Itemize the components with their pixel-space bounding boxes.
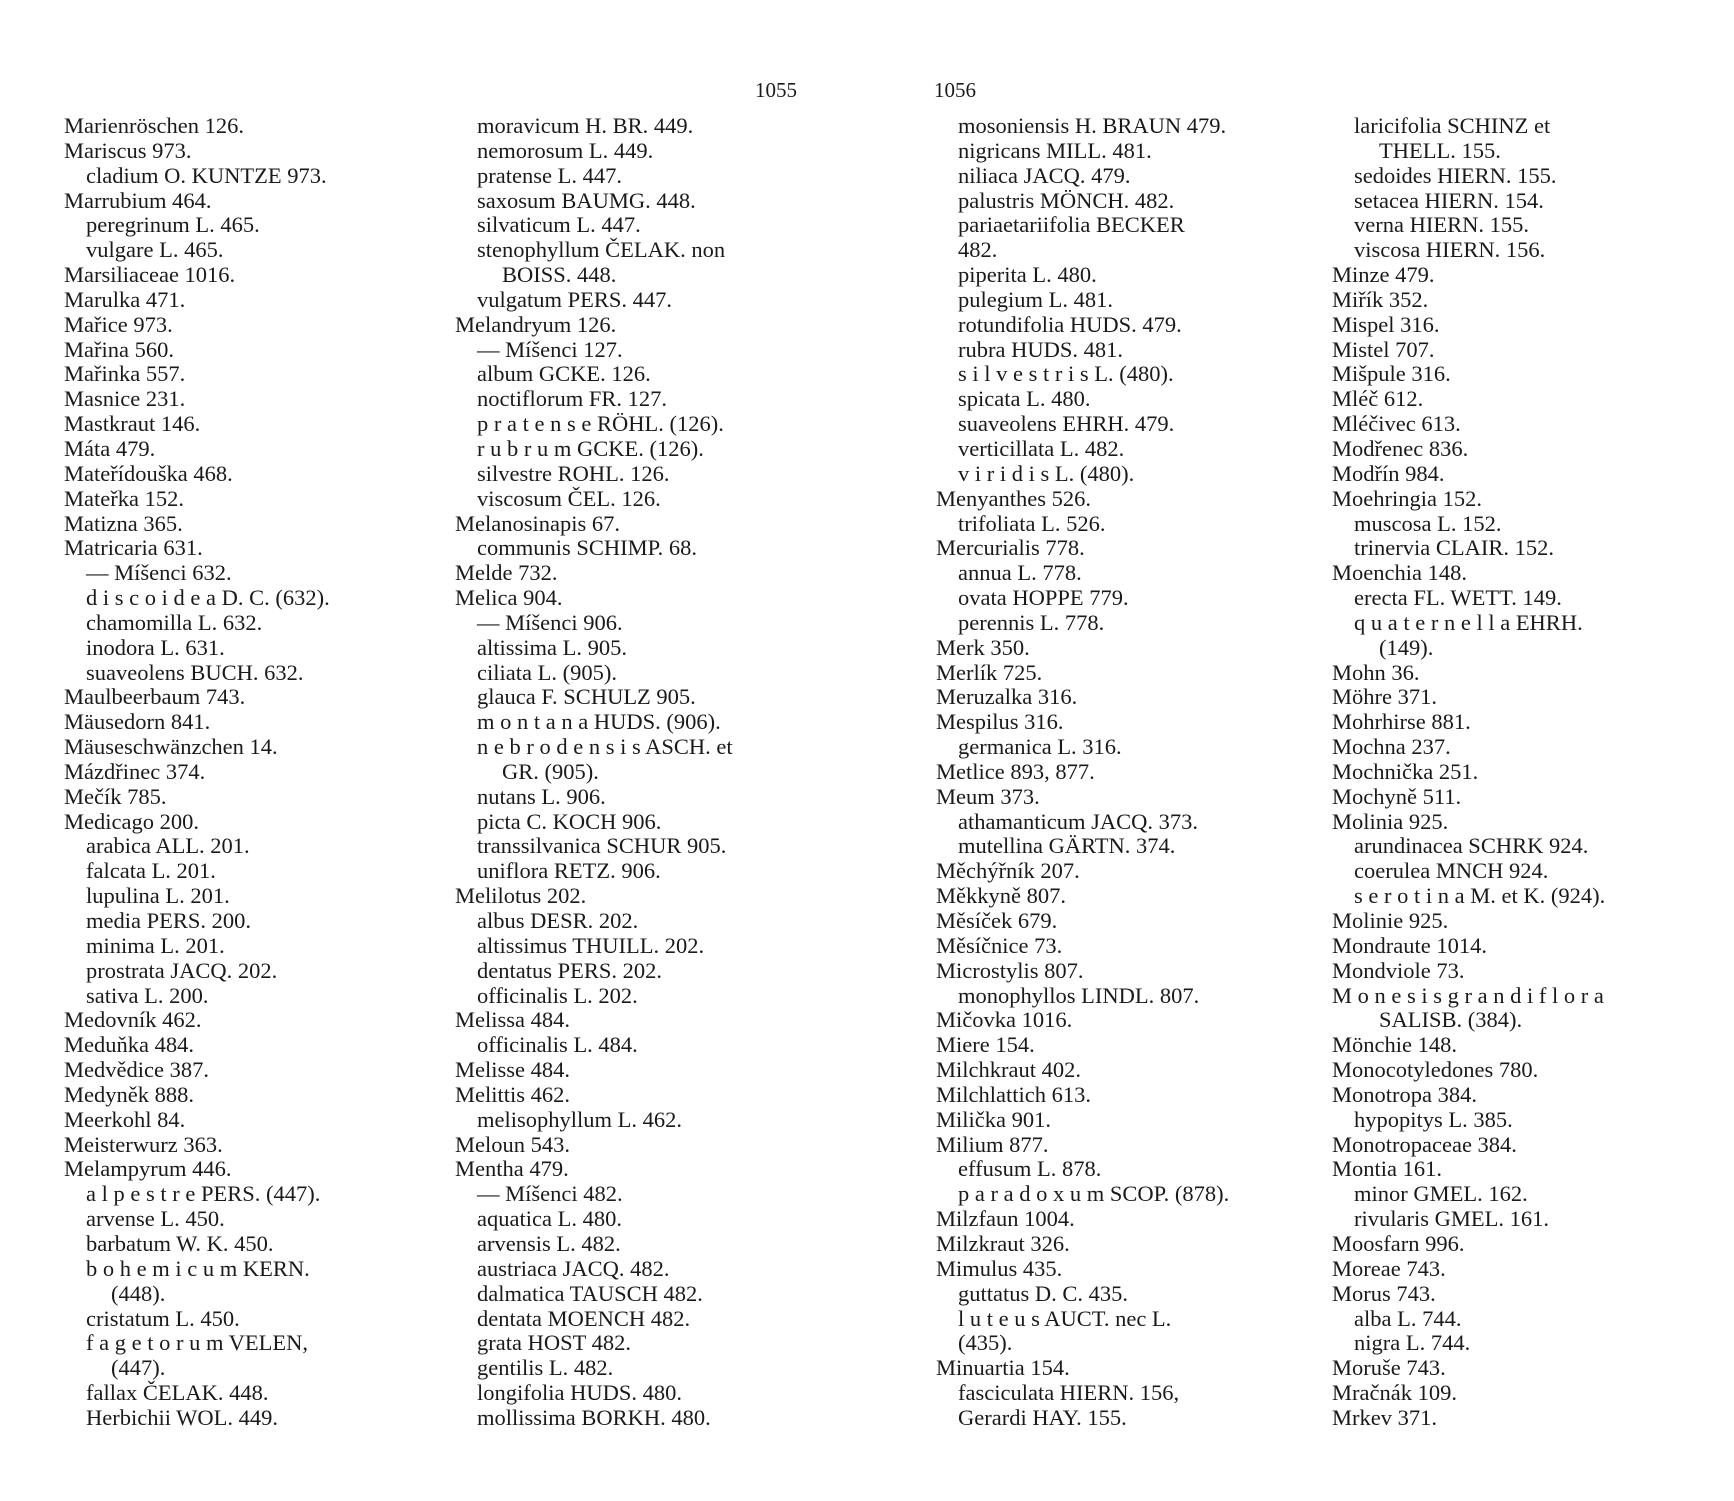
index-entry: albus DESR. 202.	[477, 908, 639, 933]
index-entry: Mochyně 511.	[1332, 783, 1462, 809]
index-entry: nigra L. 744.	[1354, 1330, 1471, 1356]
index-entry: Mateřídouška 468.	[64, 460, 233, 486]
index-entry: verticillata L. 482.	[958, 435, 1125, 461]
index-entry: GR. (905).	[502, 758, 599, 784]
index-entry: Mespilus 316.	[936, 709, 1064, 735]
index-entry: M o n e s i s g r a n d i f l o r a	[1332, 982, 1604, 1008]
index-entry: cladium O. KUNTZE 973.	[86, 162, 327, 188]
index-entry: chamomilla L. 632.	[86, 609, 263, 635]
index-entry: Montia 161.	[1332, 1156, 1442, 1182]
index-entry: s i l v e s t r i s L. (480).	[958, 361, 1174, 387]
index-entry: Matricaria 631.	[64, 535, 203, 561]
index-entry: — Míšenci 127.	[477, 336, 623, 362]
index-entry: setacea HIERN. 154.	[1354, 187, 1544, 213]
index-entry: (149).	[1379, 634, 1434, 660]
index-entry: Gerardi HAY. 155.	[958, 1404, 1127, 1430]
index-entry: uniflora RETZ. 906.	[477, 858, 661, 884]
index-entry: germanica L. 316.	[958, 734, 1122, 760]
index-entry: media PERS. 200.	[86, 908, 252, 933]
index-entry: Monotropaceae 384.	[1332, 1131, 1517, 1157]
index-column-1	[64, 114, 330, 1431]
index-entry: Mařinka 557.	[64, 361, 186, 387]
index-entry: trifoliata L. 526.	[958, 510, 1106, 536]
index-entry: minima L. 201.	[86, 932, 225, 958]
index-entry: (447).	[111, 1355, 166, 1381]
index-entry: arvensis L. 482.	[477, 1230, 621, 1256]
index-entry: silvaticum L. 447.	[477, 212, 641, 238]
index-entry: Melilotus 202.	[455, 883, 587, 909]
index-entry: picta C. KOCH 906.	[477, 808, 662, 834]
index-entry: Mohn 36.	[1332, 659, 1420, 685]
index-entry: Moehringia 152.	[1332, 485, 1482, 511]
index-entry: muscosa L. 152.	[1354, 510, 1502, 536]
index-entry: album GCKE. 126.	[477, 361, 651, 387]
index-entry: Miere 154.	[936, 1032, 1035, 1058]
index-entry: Mateřka 152.	[64, 485, 184, 511]
index-entry: Melica 904.	[455, 585, 563, 611]
index-entry: Meisterwurz 363.	[64, 1131, 223, 1157]
index-entry: Minze 479.	[1332, 262, 1435, 288]
index-entry: — Míšenci 632.	[86, 560, 232, 586]
index-entry: Marulka 471.	[64, 286, 186, 312]
index-entry: Mäusedorn 841.	[64, 709, 211, 735]
index-entry: mollissima BORKH. 480.	[477, 1404, 711, 1430]
index-entry: rotundifolia HUDS. 479.	[958, 311, 1182, 337]
index-entry: fallax ČELAK. 448.	[86, 1380, 269, 1406]
index-entry: Marsiliaceae 1016.	[64, 262, 236, 288]
index-entry: sedoides HIERN. 155.	[1354, 162, 1557, 188]
index-entry: laricifolia SCHINZ et	[1354, 113, 1551, 138]
index-entry: Mönchie 148.	[1332, 1032, 1457, 1058]
index-entry: Milchlattich 613.	[936, 1081, 1091, 1107]
index-entry: Mrkev 371.	[1332, 1404, 1437, 1430]
index-entry: b o h e m i c u m KERN.	[86, 1255, 310, 1281]
index-entry: cristatum L. 450.	[86, 1305, 240, 1331]
index-column-4	[1332, 114, 1605, 1431]
index-entry: moravicum H. BR. 449.	[477, 113, 694, 138]
index-entry: Melanosinapis 67.	[455, 510, 620, 536]
index-entry: pratense L. 447.	[477, 162, 622, 188]
index-entry: Miřík 352.	[1332, 286, 1429, 312]
index-entry: niliaca JACQ. 479.	[958, 162, 1131, 188]
index-entry: Matizna 365.	[64, 510, 183, 536]
index-entry: lupulina L. 201.	[86, 883, 230, 909]
index-entry: Mázdřinec 374.	[64, 758, 206, 784]
index-entry: Medicago 200.	[64, 808, 199, 834]
index-entry: Melampyrum 446.	[64, 1156, 232, 1182]
index-entry: l u t e u s AUCT. nec L.	[958, 1305, 1172, 1331]
index-entry: (435).	[958, 1330, 1013, 1356]
index-entry: trinervia CLAIR. 152.	[1354, 535, 1554, 561]
index-entry: glauca F. SCHULZ 905.	[477, 684, 696, 710]
index-entry: f a g e t o r u m VELEN,	[86, 1330, 309, 1356]
index-entry: melisophyllum L. 462.	[477, 1106, 682, 1132]
index-entry: arvense L. 450.	[86, 1206, 225, 1232]
index-entry: suaveolens BUCH. 632.	[86, 659, 304, 685]
index-entry: Meruzalka 316.	[936, 684, 1078, 710]
index-entry: Měsíček 679.	[936, 908, 1058, 933]
index-entry: Mistel 707.	[1332, 336, 1435, 362]
index-entry: Meum 373.	[936, 783, 1040, 809]
index-entry: Molinia 925.	[1332, 808, 1449, 834]
index-entry: communis SCHIMP. 68.	[477, 535, 698, 561]
index-column-3	[936, 114, 1229, 1431]
index-entry: inodora L. 631.	[86, 634, 225, 660]
index-entry: Menyanthes 526.	[936, 485, 1091, 511]
index-entry: prostrata JACQ. 202.	[86, 957, 278, 983]
index-column-2	[455, 114, 733, 1431]
index-entry: Melissa 484.	[455, 1007, 570, 1033]
index-entry: s e r o t i n a M. et K. (924).	[1354, 883, 1606, 909]
index-entry: monophyllos LINDL. 807.	[958, 982, 1200, 1008]
index-entry: annua L. 778.	[958, 560, 1082, 586]
index-entry: palustris MÖNCH. 482.	[958, 187, 1175, 213]
index-entry: perennis L. 778.	[958, 609, 1105, 635]
index-entry: nigricans MILL. 481.	[958, 137, 1152, 163]
index-entry: Měsíčnice 73.	[936, 932, 1063, 958]
index-entry: silvestre ROHL. 126.	[477, 460, 670, 486]
page-number-right: 1056	[934, 78, 976, 102]
index-entry: Microstylis 807.	[936, 957, 1084, 983]
index-entry: Melittis 462.	[455, 1081, 571, 1107]
index-entry: stenophyllum ČELAK. non	[477, 237, 726, 263]
index-entry: Mondviole 73.	[1332, 957, 1465, 983]
index-entry: Morus 743.	[1332, 1280, 1436, 1306]
index-entry: Mastkraut 146.	[64, 411, 201, 437]
index-entry: vulgatum PERS. 447.	[477, 286, 673, 312]
index-entry: ovata HOPPE 779.	[958, 585, 1129, 611]
index-entry: Herbichii WOL. 449.	[86, 1404, 279, 1430]
index-entry: effusum L. 878.	[958, 1156, 1102, 1182]
index-entry: Meloun 543.	[455, 1131, 570, 1157]
index-entry: SALISB. (384).	[1379, 1007, 1523, 1033]
index-entry: Marienröschen 126.	[64, 113, 244, 138]
index-entry: erecta FL. WETT. 149.	[1354, 585, 1562, 611]
index-entry: noctiflorum FR. 127.	[477, 386, 667, 412]
index-entry: p r a t e n s e RÖHL. (126).	[477, 411, 724, 437]
index-entry: Möhre 371.	[1332, 684, 1437, 710]
index-entry: Molinie 925.	[1332, 908, 1449, 933]
index-entry: Moreae 743.	[1332, 1255, 1446, 1281]
index-entry: Melde 732.	[455, 560, 558, 586]
index-entry: Modřenec 836.	[1332, 435, 1469, 461]
index-entry: Meduňka 484.	[64, 1032, 194, 1058]
index-entry: Merk 350.	[936, 634, 1030, 660]
index-entry: a l p e s t r e PERS. (447).	[86, 1181, 321, 1207]
index-entry: sativa L. 200.	[86, 982, 209, 1008]
index-entry: Minuartia 154.	[936, 1355, 1070, 1381]
index-entry: q u a t e r n e l l a EHRH.	[1354, 609, 1583, 635]
index-entry: d i s c o i d e a D. C. (632).	[86, 585, 330, 611]
index-entry: pulegium L. 481.	[958, 286, 1113, 312]
index-entry: fasciculata HIERN. 156,	[958, 1380, 1180, 1406]
index-entry: Mléčivec 613.	[1332, 411, 1461, 437]
index-entry: r u b r u m GCKE. (126).	[477, 435, 704, 461]
index-entry: arundinacea SCHRK 924.	[1354, 833, 1589, 859]
index-entry: v i r i d i s L. (480).	[958, 460, 1135, 486]
index-entry: (448).	[111, 1280, 166, 1306]
index-entry: Medyněk 888.	[64, 1081, 194, 1107]
index-entry: BOISS. 448.	[502, 262, 617, 288]
index-entry: Moosfarn 996.	[1332, 1230, 1465, 1256]
index-entry: transsilvanica SCHUR 905.	[477, 833, 727, 859]
index-entry: Milchkraut 402.	[936, 1057, 1081, 1083]
index-entry: austriaca JACQ. 482.	[477, 1255, 670, 1281]
index-entry: Mäuseschwänzchen 14.	[64, 734, 278, 760]
index-entry: Mečík 785.	[64, 783, 167, 809]
index-entry: Mochna 237.	[1332, 734, 1451, 760]
index-entry: Melandryum 126.	[455, 311, 617, 337]
index-entry: Meerkohl 84.	[64, 1106, 186, 1132]
index-entry: aquatica L. 480.	[477, 1206, 622, 1232]
index-entry: — Míšenci 906.	[477, 609, 623, 635]
index-entry: Mičovka 1016.	[936, 1007, 1073, 1033]
index-entry: piperita L. 480.	[958, 262, 1097, 288]
index-entry: Mimulus 435.	[936, 1255, 1063, 1281]
index-entry: Mercurialis 778.	[936, 535, 1085, 561]
index-entry: saxosum BAUMG. 448.	[477, 187, 696, 213]
index-entry: Mochnička 251.	[1332, 758, 1479, 784]
index-entry: pariaetariifolia BECKER	[958, 212, 1185, 238]
index-entry: verna HIERN. 155.	[1354, 212, 1529, 238]
index-entry: vulgare L. 465.	[86, 237, 224, 263]
index-entry: falcata L. 201.	[86, 858, 216, 884]
index-entry: longifolia HUDS. 480.	[477, 1380, 682, 1406]
index-entry: altissima L. 905.	[477, 634, 627, 660]
index-entry: mosoniensis H. BRAUN 479.	[958, 113, 1227, 138]
index-entry: Mařina 560.	[64, 336, 174, 362]
index-entry: grata HOST 482.	[477, 1330, 631, 1356]
index-entry: minor GMEL. 162.	[1354, 1181, 1528, 1207]
index-entry: Mišpule 316.	[1332, 361, 1451, 387]
index-entry: ciliata L. (905).	[477, 659, 617, 685]
index-entry: Milzkraut 326.	[936, 1230, 1070, 1256]
index-entry: Masnice 231.	[64, 386, 186, 412]
index-entry: Modřín 984.	[1332, 460, 1445, 486]
index-entry: dentata MOENCH 482.	[477, 1305, 691, 1331]
index-entry: guttatus D. C. 435.	[958, 1280, 1129, 1306]
index-entry: dalmatica TAUSCH 482.	[477, 1280, 703, 1306]
index-entry: nutans L. 906.	[477, 783, 606, 809]
index-entry: officinalis L. 202.	[477, 982, 638, 1008]
index-entry: Máta 479.	[64, 435, 156, 461]
index-entry: hypopitys L. 385.	[1354, 1106, 1513, 1132]
index-entry: peregrinum L. 465.	[86, 212, 260, 238]
index-entry: spicata L. 480.	[958, 386, 1091, 412]
index-entry: gentilis L. 482.	[477, 1355, 614, 1381]
index-entry: Milzfaun 1004.	[936, 1206, 1075, 1232]
index-entry: Měkkyně 807.	[936, 883, 1066, 909]
index-entry: Monotropa 384.	[1332, 1081, 1477, 1107]
index-entry: Medvědice 387.	[64, 1057, 209, 1083]
index-entry: Medovník 462.	[64, 1007, 202, 1033]
index-entry: mutellina GÄRTN. 374.	[958, 833, 1176, 859]
index-entry: Moruše 743.	[1332, 1355, 1446, 1381]
index-entry: Mléč 612.	[1332, 386, 1424, 412]
index-entry: rivularis GMEL. 161.	[1354, 1206, 1549, 1232]
index-entry: Marrubium 464.	[64, 187, 212, 213]
index-entry: coerulea MNCH 924.	[1354, 858, 1549, 884]
index-entry: Milička 901.	[936, 1106, 1051, 1132]
index-entry: THELL. 155.	[1379, 137, 1501, 163]
index-entry: Mariscus 973.	[64, 137, 192, 163]
index-entry: Mondraute 1014.	[1332, 932, 1487, 958]
index-entry: suaveolens EHRH. 479.	[958, 411, 1175, 437]
index-entry: Metlice 893, 877.	[936, 758, 1095, 784]
index-entry: m o n t a n a HUDS. (906).	[477, 709, 721, 735]
index-entry: Mispel 316.	[1332, 311, 1440, 337]
index-entry: 482.	[958, 237, 998, 263]
index-entry: Melisse 484.	[455, 1057, 570, 1083]
index-entry: p a r a d o x u m SCOP. (878).	[958, 1181, 1230, 1207]
index-entry: Moenchia 148.	[1332, 560, 1467, 586]
index-entry: barbatum W. K. 450.	[86, 1230, 274, 1256]
index-entry: Mračnák 109.	[1332, 1380, 1457, 1406]
index-entry: viscosum ČEL. 126.	[477, 485, 661, 511]
index-entry: nemorosum L. 449.	[477, 137, 654, 163]
index-entry: rubra HUDS. 481.	[958, 336, 1123, 362]
index-entry: viscosa HIERN. 156.	[1354, 237, 1546, 263]
index-entry: dentatus PERS. 202.	[477, 957, 663, 983]
index-entry: alba L. 744.	[1354, 1305, 1462, 1331]
index-entry: Maulbeerbaum 743.	[64, 684, 246, 710]
index-entry: arabica ALL. 201.	[86, 833, 250, 859]
page-number-left: 1055	[755, 78, 797, 102]
index-entry: Merlík 725.	[936, 659, 1043, 685]
index-entry: Mařice 973.	[64, 311, 173, 337]
index-entry: Měchýřník 207.	[936, 858, 1080, 884]
index-entry: officinalis L. 484.	[477, 1032, 638, 1058]
index-entry: athamanticum JACQ. 373.	[958, 808, 1198, 834]
index-entry: Mohrhirse 881.	[1332, 709, 1471, 735]
index-entry: n e b r o d e n s i s ASCH. et	[477, 734, 733, 760]
index-entry: altissimus THUILL. 202.	[477, 932, 705, 958]
index-entry: — Míšenci 482.	[477, 1181, 623, 1207]
index-entry: Monocotyledones 780.	[1332, 1057, 1539, 1083]
index-entry: Milium 877.	[936, 1131, 1049, 1157]
index-entry: Mentha 479.	[455, 1156, 569, 1182]
